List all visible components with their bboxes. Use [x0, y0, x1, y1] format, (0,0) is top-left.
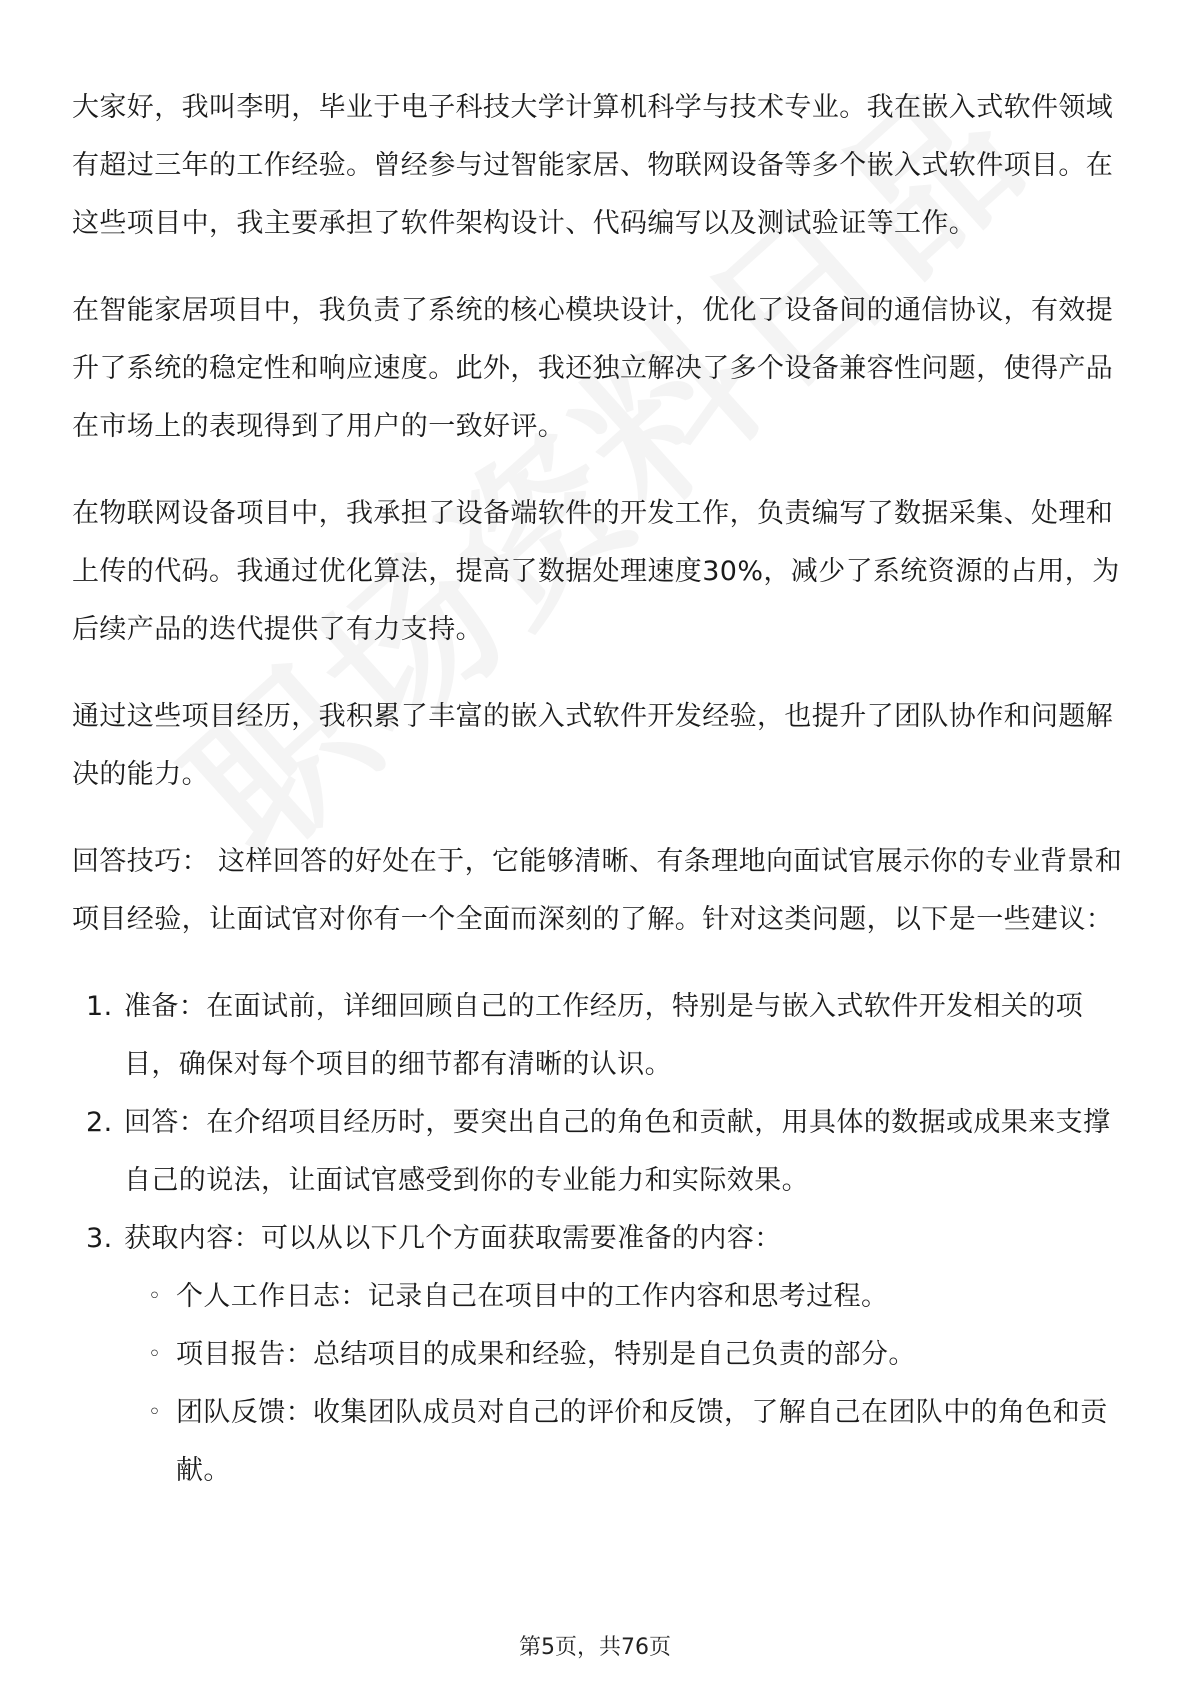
sub-list-item-text: 团队反馈：收集团队成员对自己的评价和反馈，了解自己在团队中的角色和贡献。	[176, 1397, 1108, 1486]
sub-list-item-text: 项目报告：总结项目的成果和经验，特别是自己负责的部分。	[176, 1339, 916, 1370]
bullet-icon: ◦	[148, 1342, 162, 1367]
sub-list-item-text: 个人工作日志：记录自己在项目中的工作内容和思考过程。	[176, 1281, 889, 1312]
list-item-text: 回答：在介绍项目经历时，要突出自己的角色和贡献，用具体的数据或成果来支撑自己的说法，让面试官感受到你的专业能力和实际效果。	[124, 1107, 1111, 1196]
list-item-text: 获取内容：可以从以下几个方面获取需要准备的内容：	[124, 1223, 782, 1254]
list-number: 1.	[86, 991, 113, 1022]
sub-list	[124, 1268, 1132, 1500]
paragraph-answer-tips: 回答技巧： 这样回答的好处在于，它能够清晰、有条理地向面试官展示你的专业背景和项目经验，让面试官对你有一个全面而深刻的了解。针对这类问题，以下是一些建议：	[72, 846, 1123, 935]
page-number-footer: 第5页，共76页	[519, 1635, 671, 1660]
bullet-icon: ◦	[148, 1284, 162, 1309]
paragraph-intro: 大家好，我叫李明，毕业于电子科技大学计算机科学与技术专业。我在嵌入式软件领域有超过三年的工作经验。曾经参与过智能家居、物联网设备等多个嵌入式软件项目。在这些项目中，我主要承担了软件架构设计、代码编写以及测试验证等工作。	[72, 92, 1114, 239]
tips-list	[72, 978, 1132, 1500]
document-body	[72, 79, 1132, 1500]
bullet-icon: ◦	[148, 1400, 162, 1425]
list-item	[72, 978, 1132, 1094]
paragraph-summary: 通过这些项目经历，我积累了丰富的嵌入式软件开发经验，也提升了团队协作和问题解决的能力。	[72, 701, 1114, 790]
list-number: 3.	[86, 1223, 113, 1254]
paragraph-smart-home: 在智能家居项目中，我负责了系统的核心模块设计，优化了设备间的通信协议，有效提升了系统的稳定性和响应速度。此外，我还独立解决了多个设备兼容性问题，使得产品在市场上的表现得到了用户的一致好评。	[72, 295, 1114, 442]
list-item	[72, 1210, 1132, 1500]
sub-list-item	[124, 1384, 1132, 1500]
sub-list-item	[124, 1268, 1132, 1326]
sub-list-item	[124, 1326, 1132, 1384]
list-item	[72, 1094, 1132, 1210]
paragraph-iot: 在物联网设备项目中，我承担了设备端软件的开发工作，负责编写了数据采集、处理和上传的代码。我通过优化算法，提高了数据处理速度30%，减少了系统资源的占用，为后续产品的迭代提供了有力支持。	[72, 498, 1120, 645]
list-item-text: 准备：在面试前，详细回顾自己的工作经历，特别是与嵌入式软件开发相关的项目，确保对每个项目的细节都有清晰的认识。	[124, 991, 1083, 1080]
list-number: 2.	[86, 1107, 113, 1138]
